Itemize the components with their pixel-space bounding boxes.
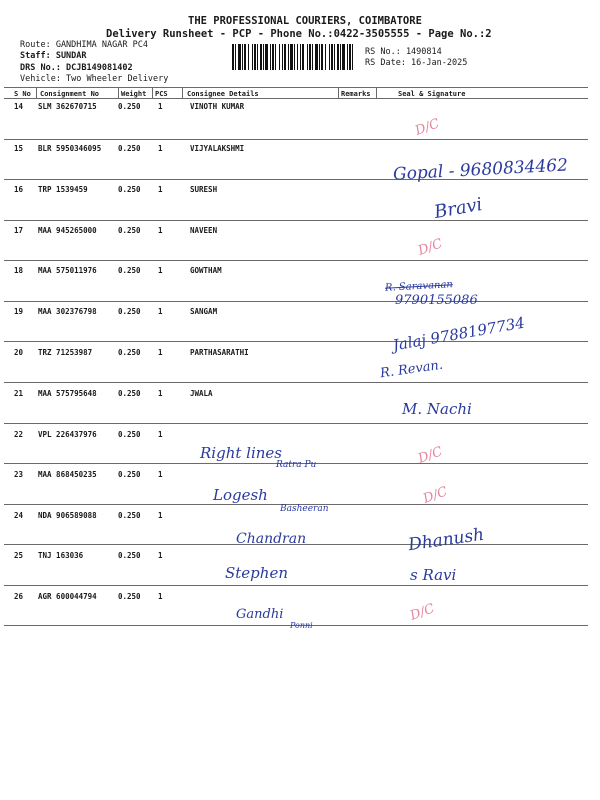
note-row-23: Logesh — [213, 486, 268, 504]
row-consignee: SURESH — [190, 185, 218, 194]
barcode-bar — [352, 44, 353, 70]
barcode-bar — [235, 44, 236, 70]
row-consignment-no: TNJ 163036 — [38, 551, 84, 560]
note-row-22: Right lines — [200, 444, 282, 462]
row-weight: 0.250 — [118, 551, 141, 560]
row-weight: 0.250 — [118, 348, 141, 357]
signature-row-19: Jalaj 9788197734 — [391, 313, 527, 355]
row-sno: 24 — [14, 511, 24, 520]
drs-label: DRS No.: DCJB149081402 — [20, 63, 133, 73]
row-pcs: 1 — [158, 348, 163, 357]
col-header-weight: Weight — [121, 90, 147, 98]
barcode-bar — [288, 44, 289, 70]
row-pcs: 1 — [158, 511, 163, 520]
row-divider — [4, 341, 588, 342]
barcode-bar — [319, 44, 320, 70]
row-sno: 26 — [14, 592, 24, 601]
barcode-bar — [334, 44, 335, 70]
note-row-23b: Basheeran — [280, 504, 329, 514]
barcode-bar — [307, 44, 308, 70]
row-sno: 16 — [14, 185, 24, 194]
note-row-25: Stephen — [225, 564, 288, 582]
barcode-bar — [238, 44, 241, 70]
signature-row-25: s Ravi — [410, 566, 457, 584]
row-sno: 20 — [14, 348, 24, 357]
row-pcs: 1 — [158, 226, 163, 235]
runsheet-title: Delivery Runsheet - PCP - Phone No.:0422-3505555 - Page No.:2 — [106, 28, 492, 40]
row-weight: 0.250 — [118, 592, 141, 601]
row-sno: 21 — [14, 389, 24, 398]
barcode-bar — [257, 44, 258, 70]
row-divider — [4, 87, 588, 88]
barcode-bar — [279, 44, 280, 70]
barcode-bar — [321, 44, 323, 70]
row-divider — [4, 260, 588, 261]
column-divider — [118, 87, 119, 99]
barcode — [232, 44, 354, 70]
barcode-bar — [325, 44, 326, 70]
row-consignment-no: VPL 226437976 — [38, 430, 97, 439]
row-sno: 22 — [14, 430, 24, 439]
barcode-bar — [265, 44, 268, 70]
row-weight: 0.250 — [118, 226, 141, 235]
row-divider — [4, 585, 588, 586]
row-sno: 19 — [14, 307, 24, 316]
row-consignment-no: TRZ 71253987 — [38, 348, 93, 357]
route-label: Route: GANDHIMA NAGAR PC4 — [20, 40, 148, 50]
barcode-bar — [275, 44, 276, 70]
row-consignment-no: MAA 302376798 — [38, 307, 97, 316]
barcode-bar — [297, 44, 298, 70]
row-weight: 0.250 — [118, 470, 141, 479]
row-consignment-no: BLR 5950346095 — [38, 144, 102, 153]
dc-stamp: D/C — [421, 484, 450, 507]
row-pcs: 1 — [158, 551, 163, 560]
row-pcs: 1 — [158, 102, 163, 111]
row-pcs: 1 — [158, 389, 163, 398]
note-row-22b: Ratra Pu — [276, 460, 317, 470]
barcode-bar — [315, 44, 318, 70]
dc-stamp: D/C — [416, 444, 445, 467]
barcode-bar — [300, 44, 301, 70]
row-consignee: GOWTHAM — [190, 266, 222, 275]
barcode-bar — [342, 44, 345, 70]
row-consignee: NAVEEN — [190, 226, 218, 235]
barcode-bar — [294, 44, 295, 70]
signature-row-18: R. Saravanan — [384, 279, 454, 294]
barcode-bar — [282, 44, 283, 70]
rs-date: RS Date: 16-Jan-2025 — [365, 58, 468, 68]
barcode-bar — [347, 44, 348, 70]
vehicle-label: Vehicle: Two Wheeler Delivery — [20, 74, 169, 84]
row-consignment-no: MAA 868450235 — [38, 470, 97, 479]
row-pcs: 1 — [158, 266, 163, 275]
row-sno: 23 — [14, 470, 24, 479]
signature-row-24: Dhanush — [406, 524, 486, 556]
barcode-bar — [302, 44, 304, 70]
col-header-consignee: Consignee Details — [187, 90, 259, 98]
barcode-bar — [329, 44, 330, 70]
barcode-bar — [232, 44, 234, 70]
signature-row-21: M. Nachi — [402, 400, 472, 418]
row-weight: 0.250 — [118, 307, 141, 316]
row-consignee: VIJYALAKSHMI — [190, 144, 245, 153]
row-consignee: VINOTH KUMAR — [190, 102, 245, 111]
column-divider — [182, 87, 183, 99]
row-divider — [4, 423, 588, 424]
row-consignee: JWALA — [190, 389, 213, 398]
column-divider — [376, 87, 377, 99]
row-pcs: 1 — [158, 144, 163, 153]
row-consignee: PARTHASARATHI — [190, 348, 249, 357]
dc-stamp: D/C — [416, 236, 445, 259]
row-consignment-no: TRP 1539459 — [38, 185, 88, 194]
row-consignee: SANGAM — [190, 307, 218, 316]
barcode-bar — [254, 44, 256, 70]
row-sno: 17 — [14, 226, 24, 235]
row-sno: 15 — [14, 144, 24, 153]
signature-row-18-phone: 9790155086 — [395, 293, 478, 308]
signature-row-16: Bravi — [432, 193, 484, 224]
barcode-bar — [263, 44, 264, 70]
barcode-bar — [252, 44, 253, 70]
barcode-bar — [340, 44, 341, 70]
dc-stamp: D/C — [408, 601, 437, 624]
row-consignment-no: MAA 945265000 — [38, 226, 97, 235]
col-header-remarks: Remarks — [341, 90, 371, 98]
row-pcs: 1 — [158, 185, 163, 194]
column-divider — [152, 87, 153, 99]
row-weight: 0.250 — [118, 144, 141, 153]
company-title: THE PROFESSIONAL COURIERS, COIMBATORE — [188, 15, 422, 27]
row-pcs: 1 — [158, 430, 163, 439]
barcode-bar — [242, 44, 243, 70]
barcode-bar — [349, 44, 351, 70]
barcode-bar — [331, 44, 333, 70]
row-pcs: 1 — [158, 307, 163, 316]
barcode-bar — [244, 44, 246, 70]
row-pcs: 1 — [158, 592, 163, 601]
column-divider — [36, 87, 37, 99]
row-sno: 18 — [14, 266, 24, 275]
col-header-signature: Seal & Signature — [398, 90, 466, 98]
barcode-bar — [284, 44, 286, 70]
note-row-26b: Ponni — [290, 621, 313, 630]
row-weight: 0.250 — [118, 389, 141, 398]
signature-row-15: Gopal - 9680834462 — [392, 155, 569, 185]
barcode-bar — [272, 44, 274, 70]
row-consignment-no: AGR 600044794 — [38, 592, 97, 601]
barcode-bar — [337, 44, 339, 70]
col-header-pcs: PCS — [155, 90, 168, 98]
barcode-bar — [270, 44, 271, 70]
row-consignment-no: SLM 362670715 — [38, 102, 97, 111]
note-row-26: Gandhi — [236, 607, 284, 622]
row-divider — [4, 139, 588, 140]
note-row-24: Chandran — [236, 531, 307, 547]
row-divider — [4, 98, 588, 99]
row-consignment-no: NDA 906589088 — [38, 511, 97, 520]
signature-row-20: R. Revan. — [379, 357, 444, 382]
barcode-bar — [309, 44, 311, 70]
row-pcs: 1 — [158, 470, 163, 479]
barcode-bar — [248, 44, 249, 70]
column-divider — [338, 87, 339, 99]
barcode-bar — [260, 44, 262, 70]
row-divider — [4, 382, 588, 383]
row-sno: 14 — [14, 102, 24, 111]
row-divider — [4, 179, 588, 180]
col-header-consignment: Consignment No — [40, 90, 100, 98]
rs-number: RS No.: 1490814 — [365, 47, 442, 57]
barcode-bar — [290, 44, 293, 70]
row-divider — [4, 220, 588, 221]
dc-stamp: D/C — [413, 116, 442, 139]
barcode-bar — [312, 44, 313, 70]
row-weight: 0.250 — [118, 430, 141, 439]
row-weight: 0.250 — [118, 266, 141, 275]
row-sno: 25 — [14, 551, 24, 560]
row-consignment-no: MAA 575795648 — [38, 389, 97, 398]
staff-label: Staff: SUNDAR — [20, 51, 87, 61]
row-weight: 0.250 — [118, 102, 141, 111]
row-weight: 0.250 — [118, 511, 141, 520]
col-header-sno: S No — [14, 90, 31, 98]
row-divider — [4, 301, 588, 302]
row-consignment-no: MAA 575011976 — [38, 266, 97, 275]
row-weight: 0.250 — [118, 185, 141, 194]
